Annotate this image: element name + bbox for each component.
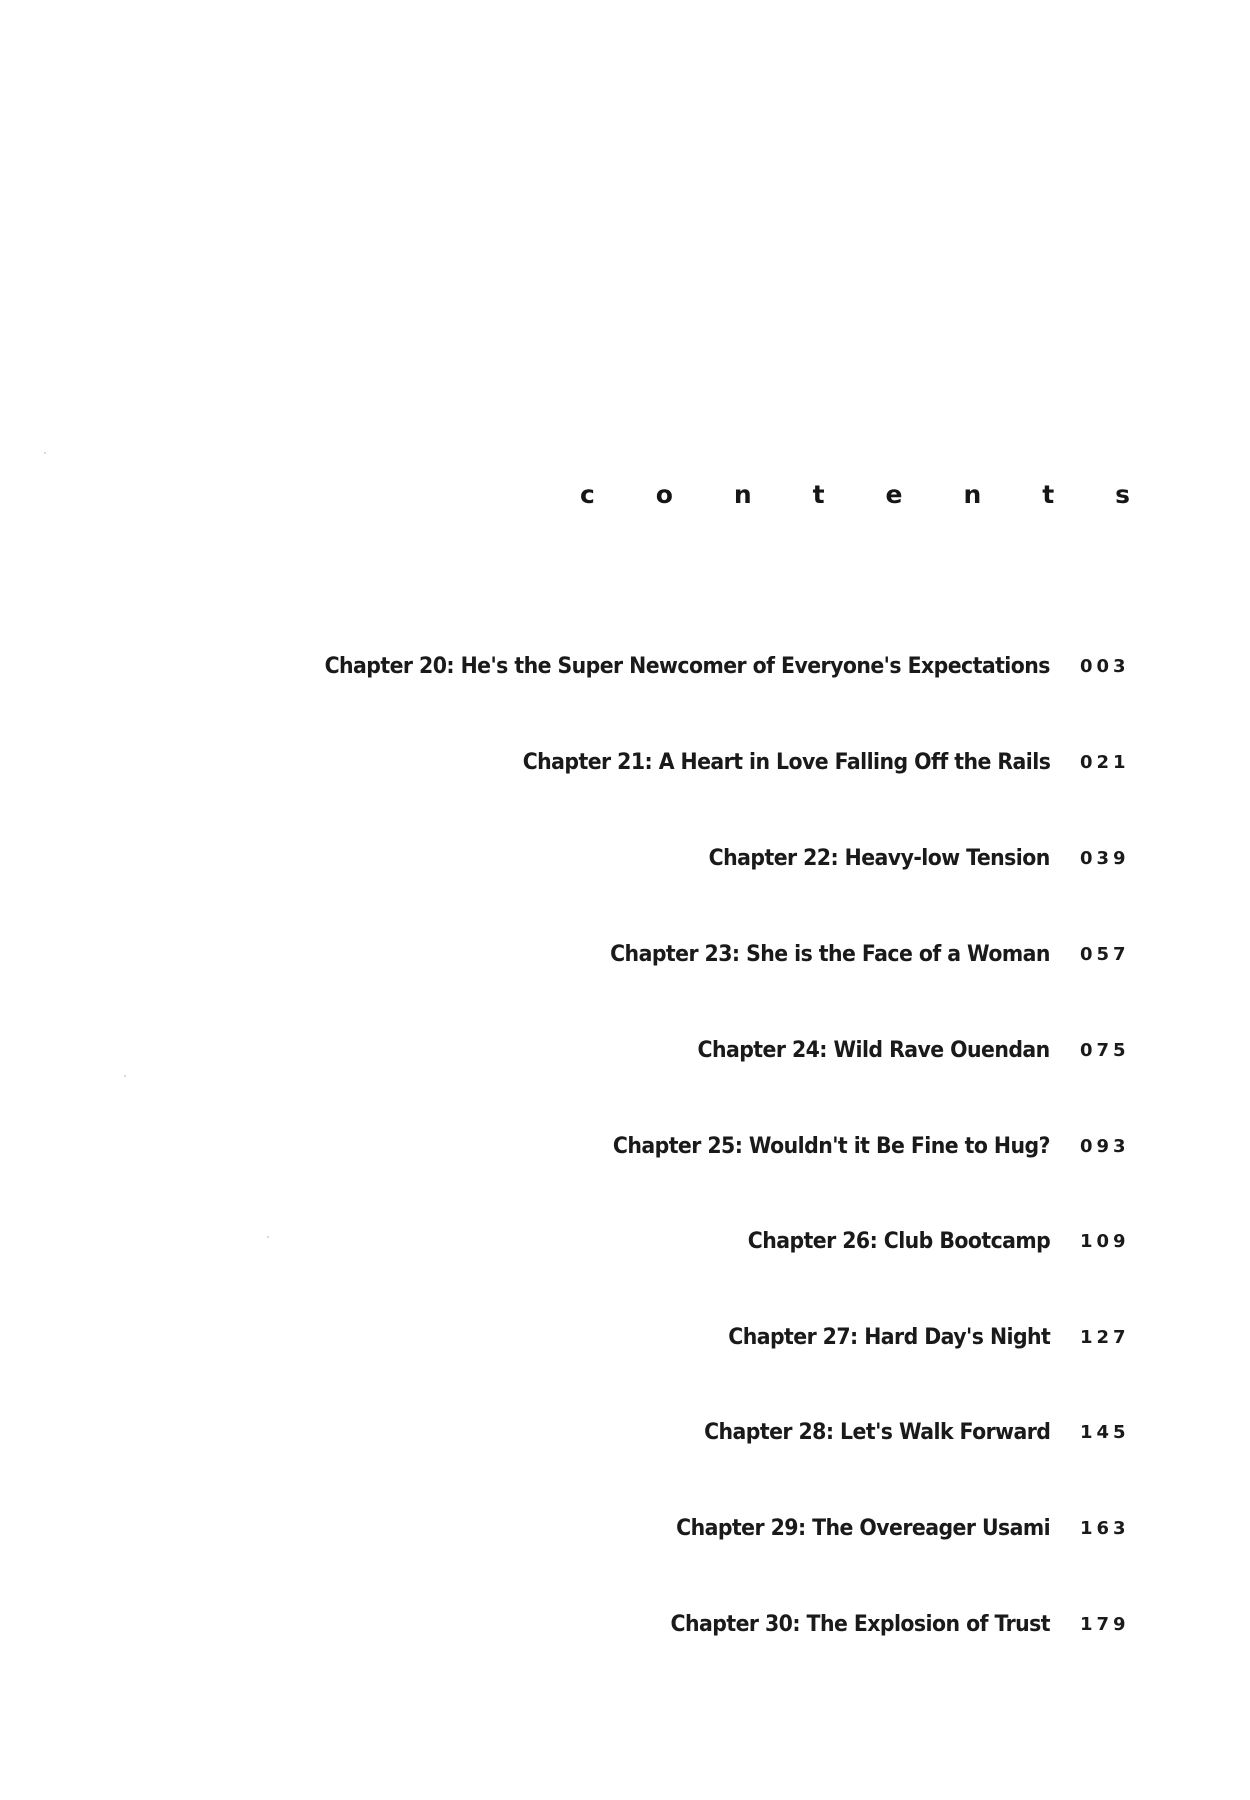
heading-letter: e xyxy=(885,480,903,509)
toc-entry xyxy=(0,1509,1250,1549)
toc-entry xyxy=(0,1222,1250,1262)
toc-entry xyxy=(0,1605,1250,1645)
scan-speck xyxy=(267,1236,269,1238)
chapter-title: Chapter 30: The Explosion of Trust xyxy=(670,1612,1050,1637)
chapter-title: Chapter 20: He's the Super Newcomer of Everyone's Expectations xyxy=(324,654,1050,679)
page-number: 039 xyxy=(1080,848,1130,869)
heading-letter: t xyxy=(812,480,825,509)
toc-entry xyxy=(0,1318,1250,1358)
page-number: 093 xyxy=(1080,1136,1130,1157)
chapter-title: Chapter 27: Hard Day's Night xyxy=(727,1325,1050,1350)
heading-letter: t xyxy=(1042,480,1055,509)
chapter-title: Chapter 22: Heavy-low Tension xyxy=(708,846,1050,871)
page-number: 179 xyxy=(1080,1614,1130,1635)
heading-letter: o xyxy=(655,480,673,509)
chapter-title: Chapter 24: Wild Rave Ouendan xyxy=(697,1038,1050,1063)
toc-entry xyxy=(0,743,1250,783)
toc-entry xyxy=(0,1031,1250,1071)
page-number: 003 xyxy=(1080,656,1130,677)
heading-letter: s xyxy=(1115,480,1130,509)
chapter-title: Chapter 21: A Heart in Love Falling Off the Rails xyxy=(522,750,1050,775)
page-number: 109 xyxy=(1080,1231,1130,1252)
heading-letter: n xyxy=(733,480,752,509)
page-number: 021 xyxy=(1080,752,1130,773)
toc-entry xyxy=(0,1413,1250,1453)
heading-letter: n xyxy=(963,480,982,509)
chapter-title: Chapter 29: The Overeager Usami xyxy=(676,1516,1050,1541)
page-number: 145 xyxy=(1080,1422,1130,1443)
chapter-title: Chapter 28: Let's Walk Forward xyxy=(703,1420,1050,1445)
toc-entry xyxy=(0,839,1250,879)
scan-speck xyxy=(124,1075,126,1077)
page-number: 057 xyxy=(1080,944,1130,965)
chapter-title: Chapter 26: Club Bootcamp xyxy=(747,1229,1050,1254)
page-number: 163 xyxy=(1080,1518,1130,1539)
toc-entry xyxy=(0,647,1250,687)
scan-speck xyxy=(44,452,46,454)
toc-entry xyxy=(0,1127,1250,1167)
heading-letter: c xyxy=(580,480,595,509)
chapter-title: Chapter 23: She is the Face of a Woman xyxy=(610,942,1050,967)
chapter-title: Chapter 25: Wouldn't it Be Fine to Hug? xyxy=(612,1134,1050,1159)
page-number: 127 xyxy=(1080,1327,1130,1348)
page-number: 075 xyxy=(1080,1040,1130,1061)
toc-entry xyxy=(0,935,1250,975)
